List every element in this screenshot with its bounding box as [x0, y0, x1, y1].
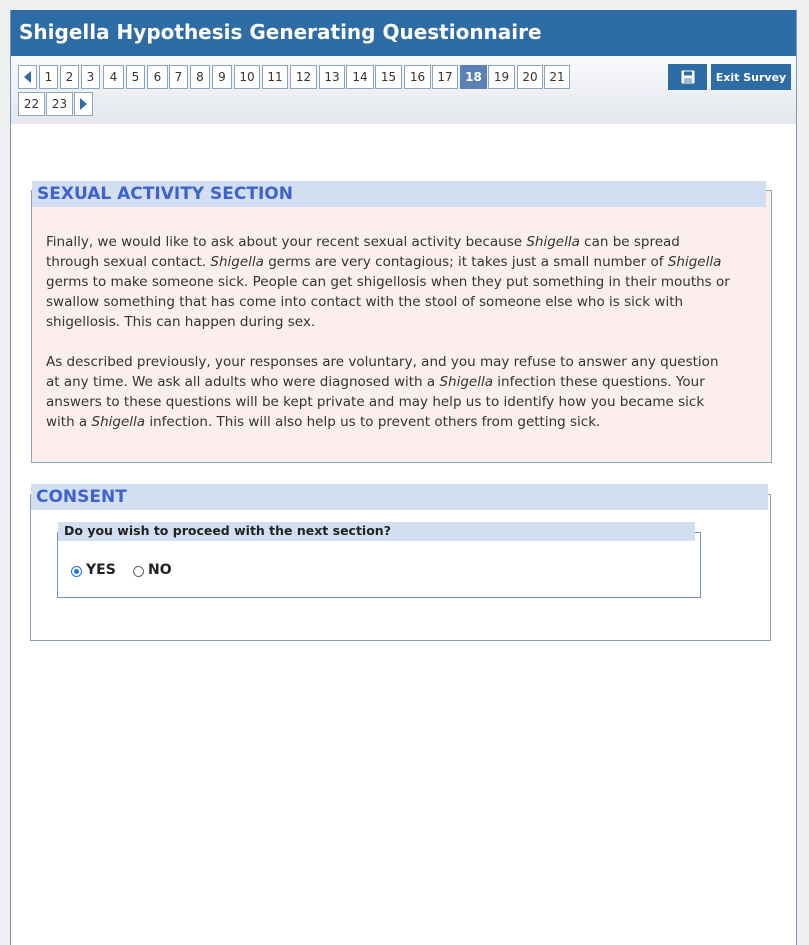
page-23-button[interactable]: 23 — [46, 92, 73, 116]
save-icon — [681, 70, 695, 84]
arrow-right-icon — [80, 98, 87, 110]
page-4-button[interactable]: 4 — [103, 65, 124, 89]
page-7-button[interactable]: 7 — [169, 65, 188, 89]
page-10-button[interactable]: 10 — [234, 65, 260, 89]
page-20-button[interactable]: 20 — [517, 65, 543, 89]
consent-no-label[interactable]: NO — [148, 562, 172, 578]
page-15-button[interactable]: 15 — [375, 65, 402, 89]
page-14-button[interactable]: 14 — [346, 65, 374, 89]
page-1-button[interactable]: 1 — [39, 65, 58, 89]
sexual-activity-title: SEXUAL ACTIVITY SECTION — [32, 181, 766, 207]
page-22-button[interactable]: 22 — [18, 92, 45, 116]
prev-page-button[interactable] — [18, 65, 37, 89]
page-13-button[interactable]: 13 — [319, 65, 345, 89]
page-2-button[interactable]: 2 — [60, 65, 79, 89]
survey-frame — [10, 10, 797, 945]
consent-no-radio[interactable] — [133, 566, 144, 577]
page-21-button[interactable]: 21 — [544, 65, 570, 89]
page-8-button[interactable]: 8 — [190, 65, 210, 89]
page-16-button[interactable]: 16 — [404, 65, 431, 89]
save-button[interactable] — [668, 64, 707, 90]
page-navigation — [11, 56, 796, 124]
intro-paragraph-1: Finally, we would like to ask about your recent sexual activity because Shigella can be spread through sexual contact. Shigella germs are very contagious; it takes just a small number of Shigella germs to make someone sick. People can get shigellosis when they put something in their mouths or swallow something that has come into contact with the stool of someone else who is sick with shigellosis. This can happen during sex. — [46, 234, 730, 330]
consent-yes-radio[interactable] — [71, 566, 82, 577]
page-17-button[interactable]: 17 — [432, 65, 458, 89]
page-12-button[interactable]: 12 — [290, 65, 317, 89]
consent-yes-label[interactable]: YES — [86, 562, 116, 578]
next-page-button[interactable] — [74, 92, 93, 116]
consent-title: CONSENT — [31, 484, 768, 510]
page-11-button[interactable]: 11 — [262, 65, 288, 89]
page-9-button[interactable]: 9 — [212, 65, 232, 89]
intro-paragraph-2: As described previously, your responses are voluntary, and you may refuse to answer any question at any time. We ask all adults who were diagnosed with a Shigella infection these questions. Your answers to these questions will be kept private and may help us to identify how you became sick with a Shigella infection. This will also help us to prevent others from getting sick. — [46, 354, 719, 430]
page-18-button-current[interactable]: 18 — [460, 65, 487, 89]
exit-survey-button[interactable]: Exit Survey — [711, 64, 791, 90]
page-3-button[interactable]: 3 — [81, 65, 100, 89]
page-6-button[interactable]: 6 — [147, 65, 168, 89]
consent-question: Do you wish to proceed with the next section? — [58, 522, 695, 541]
page-title: Shigella Hypothesis Generating Questionnaire — [11, 10, 796, 56]
sexual-activity-intro — [46, 232, 736, 452]
page-5-button[interactable]: 5 — [126, 65, 145, 89]
arrow-left-icon — [24, 71, 31, 83]
page-19-button[interactable]: 19 — [488, 65, 515, 89]
